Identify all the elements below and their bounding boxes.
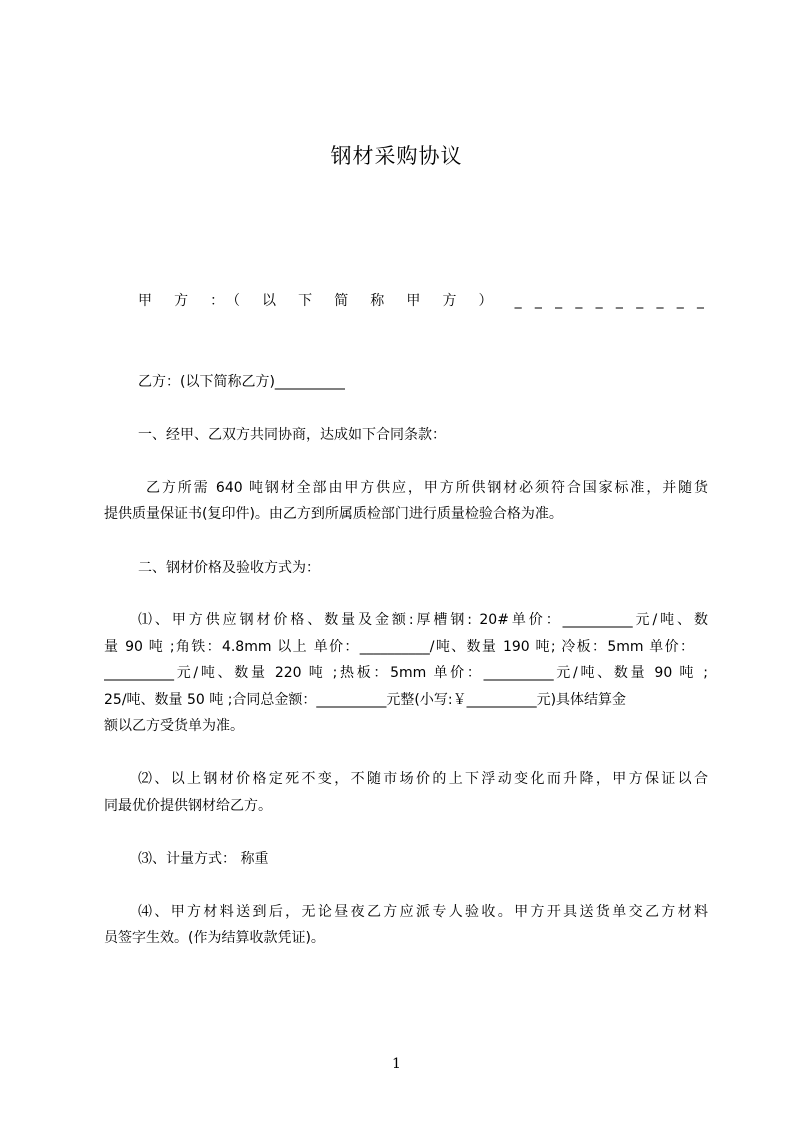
- party-b-line: 乙方：(以下简称乙方)__________: [138, 374, 345, 390]
- clause1-line-1: ⑴、甲方供应钢材价格、数量及金额:厚槽钢: 20#单价：__________元/吨、数: [138, 612, 708, 628]
- section2-heading: 二、钢材价格及验收方式为：: [138, 560, 320, 576]
- page-number: 1: [392, 1056, 401, 1072]
- clause1-line-5: 额以乙方受货单为准。: [104, 718, 244, 734]
- section1-heading: 一、经甲、乙双方共同协商，达成如下合同条款：: [138, 427, 446, 443]
- party-a-line: 甲 方 ：（ 以 下 简 称 甲 方 ） _ _ _ _ _ _ _ _ _ _: [138, 293, 704, 309]
- clause2-line-2: 同最优价提供钢材给乙方。: [104, 798, 272, 814]
- clause2-line-1: ⑵、以上钢材价格定死不变，不随市场价的上下浮动变化而升降，甲方保证以合: [138, 771, 708, 787]
- section1-body-line-1: 乙方所需 640 吨钢材全部由甲方供应，甲方所供钢材必须符合国家标准，并随货: [146, 480, 708, 496]
- clause4-line-1: ⑷、甲方材料送到后，无论昼夜乙方应派专人验收。甲方开具送货单交乙方材料: [138, 904, 708, 920]
- clause4-line-2: 员签字生效。(作为结算收款凭证)。: [104, 930, 325, 946]
- page-title: 钢材采购协议: [330, 144, 463, 168]
- clause3: ⑶、计量方式： 称重: [138, 851, 269, 867]
- clause1-line-3: __________元/吨、数量 220 吨 ;热板：5mm 单价：__________元/吨、数量 90 吨 ;: [104, 665, 708, 681]
- clause1-line-2: 量 90 吨 ;角铁：4.8mm 以上 单价：__________/吨、数量 190 吨; 冷板：5mm 单价：: [104, 639, 694, 655]
- section1-body-line-2: 提供质量保证书(复印件)。由乙方到所属质检部门进行质量检验合格为准。: [104, 506, 563, 522]
- clause1-line-4: 25/吨、数量 50 吨 ;合同总金额：__________元整(小写:￥__________元)具体结算金: [104, 692, 627, 708]
